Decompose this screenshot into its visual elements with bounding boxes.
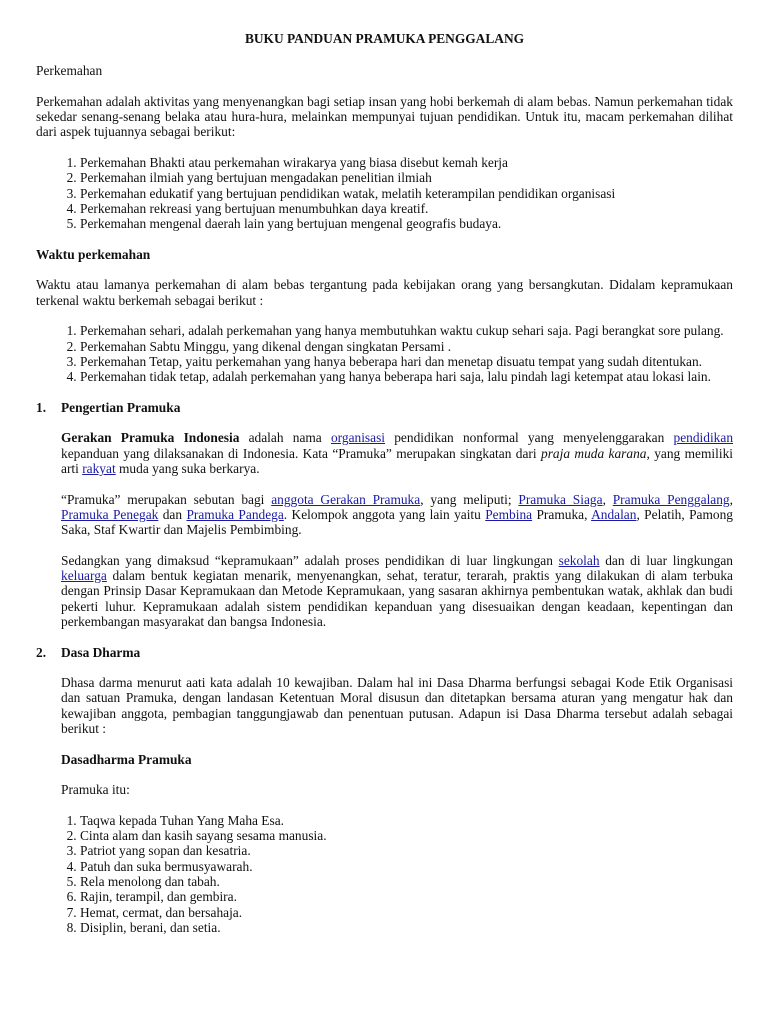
list-item: 2. Perkemahan ilmiah yang bertujuan mengadakan penelitian ilmiah: [80, 170, 733, 185]
hyperlink[interactable]: Pramuka Pandega: [186, 506, 284, 522]
list-waktu: [36, 323, 733, 384]
section-title: Dasa Dharma: [61, 644, 141, 660]
list-item: 4. Perkemahan rekreasi yang bertujuan menumbuhkan daya kreatif.: [80, 201, 733, 216]
document-title: BUKU PANDUAN PRAMUKA PENGGALANG: [244, 31, 525, 46]
section-heading-pengertian: [36, 400, 733, 415]
list-perkemahan: [36, 155, 733, 231]
intro-text: Pramuka itu:: [61, 782, 130, 798]
section-number: 1.: [36, 399, 47, 415]
text-run: Pramuka,: [532, 506, 592, 522]
text-run: “Pramuka” merupakan sebutan bagi: [61, 491, 272, 507]
list-item: 8. Disiplin, berani, dan setia.: [80, 920, 733, 935]
text-run: adalah nama: [239, 430, 331, 446]
paragraph: Waktu atau lamanya perkemahan di alam bebas tergantung pada kebijakan orang yang bersangkutan. Didalam kepramukaan terkenal waktu berkemah sebagai berikut :: [36, 277, 733, 308]
section-heading-perkemahan: Perkemahan: [36, 63, 103, 79]
hyperlink[interactable]: keluarga: [61, 568, 107, 584]
italic-text: praja muda karana: [541, 445, 647, 461]
paragraph: [61, 553, 733, 629]
section-title: Pengertian Pramuka: [61, 399, 181, 415]
list-item: 3. Patriot yang sopan dan kesatria.: [80, 843, 733, 858]
list-item: 3. Perkemahan Tetap, yaitu perkemahan yang hanya beberapa hari dan menetap disuatu tempat yang sudah ditentukan.: [80, 354, 733, 369]
section-number: 2.: [36, 644, 47, 660]
paragraph: [61, 430, 733, 476]
hyperlink[interactable]: Pembina: [485, 506, 533, 522]
hyperlink[interactable]: Andalan: [591, 506, 637, 522]
list-item: 1. Perkemahan sehari, adalah perkemahan yang hanya membutuhkan waktu cukup sehari saja. Pagi berangkat sore pulang.: [80, 323, 733, 338]
list-item: 5. Perkemahan mengenal daerah lain yang bertujuan mengenal geografis budaya.: [80, 216, 733, 231]
list-item: 4. Patuh dan suka bermusyawarah.: [80, 859, 733, 874]
paragraph: Dhasa darma menurut aati kata adalah 10 kewajiban. Dalam hal ini Dasa Dharma berfungsi sebagai Kode Etik Organisasi dan satuan Pramuka, dengan landasan Ketentuan Moral disusun dan ditetapkan bersama aturan yang mengatur hak dan kewajiban anggota, pembagian tanggungjawab dan penentuan putusan. Adapun isi Dasa Dharma tersebut adalah sebagai berikut :: [61, 675, 733, 737]
list-dasadharma: [61, 813, 733, 935]
dasa-dharma-body: [36, 675, 733, 935]
text-run: pendidikan nonformal yang menyelenggarakan: [385, 430, 674, 446]
list-item: 1. Perkemahan Bhakti atau perkemahan wirakarya yang biasa disebut kemah kerja: [80, 155, 733, 170]
list-item: 2. Perkemahan Sabtu Minggu, yang dikenal dengan singkatan Persami .: [80, 339, 733, 354]
bold-text: Gerakan Pramuka Indonesia: [61, 430, 240, 446]
subheading: Dasadharma Pramuka: [61, 751, 192, 767]
text-run: dan: [158, 506, 187, 522]
section-heading-waktu: Waktu perkemahan: [36, 246, 151, 262]
hyperlink[interactable]: Pramuka Penegak: [61, 506, 159, 522]
list-item: 6. Rajin, terampil, dan gembira.: [80, 889, 733, 904]
text-run: muda yang suka berkarya.: [115, 461, 260, 477]
text-run: Sedangkan yang dimaksud “kepramukaan” adalah proses pendidikan di luar lingkungan: [61, 552, 559, 568]
list-item: 3. Perkemahan edukatif yang bertujuan pendidikan watak, melatih keterampilan pendidikan organisasi: [80, 186, 733, 201]
list-item: 2. Cinta alam dan kasih sayang sesama manusia.: [80, 828, 733, 843]
text-run: , yang meliputi;: [420, 491, 519, 507]
text-run: dalam bentuk kegiatan menarik, menyenangkan, sehat, teratur, terarah, praktis yang dilakukan di alam terbuka dengan Prinsip Dasar Kepramukaan dan Metode Kepramukaan, yang sasaran akhirnya pembentukan watak, akhlak dan budi pekerti luhur. Kepramukaan adalah sistem pendidikan kepanduan yang disesuaikan dengan keadaan, kepentingan dan perkembangan masyarakat dan bangsa Indonesia.: [61, 568, 733, 629]
list-item: 4. Perkemahan tidak tetap, adalah perkemahan yang hanya beberapa hari saja, lalu pindah lagi ketempat atau lokasi lain.: [80, 369, 733, 384]
list-item: 7. Hemat, cermat, dan bersahaja.: [80, 905, 733, 920]
hyperlink[interactable]: pendidikan: [673, 430, 734, 446]
text-run: . Kelompok anggota yang lain yaitu: [283, 506, 486, 522]
text-run: ,: [602, 491, 613, 507]
hyperlink[interactable]: rakyat: [82, 461, 116, 477]
text-run: , Pelatih, Pamong Saka, Staf Kwartir dan Majelis Pembimbing.: [61, 506, 733, 538]
hyperlink[interactable]: organisasi: [330, 430, 386, 446]
paragraph: Perkemahan adalah aktivitas yang menyenangkan bagi setiap insan yang hobi berkemah di alam bebas. Namun perkemahan tidak sekedar senang-senang belaka atau hura-hura, melainkan mempunyai tujuan pendidikan. Untuk itu, macam perkemahan dilihat dari aspek tujuannya sebagai berikut:: [36, 93, 733, 140]
hyperlink[interactable]: anggota Gerakan Pramuka: [271, 491, 421, 507]
list-item: 5. Rela menolong dan tabah.: [80, 874, 733, 889]
hyperlink[interactable]: Pramuka Penggalang: [612, 491, 730, 507]
text-run: dan di luar lingkungan: [599, 552, 733, 568]
text-run: kepanduan yang dilaksanakan di Indonesia. Kata “Pramuka” merupakan singkatan dari: [61, 445, 541, 461]
pengertian-body: [36, 430, 733, 629]
text-run: , yang memiliki arti: [61, 445, 733, 477]
text-run: ,: [729, 491, 733, 507]
list-item: 1. Taqwa kepada Tuhan Yang Maha Esa.: [80, 813, 733, 828]
hyperlink[interactable]: sekolah: [558, 552, 600, 568]
paragraph: [61, 492, 733, 538]
section-heading-dasa-dharma: [36, 645, 733, 660]
hyperlink[interactable]: Pramuka Siaga: [518, 491, 603, 507]
